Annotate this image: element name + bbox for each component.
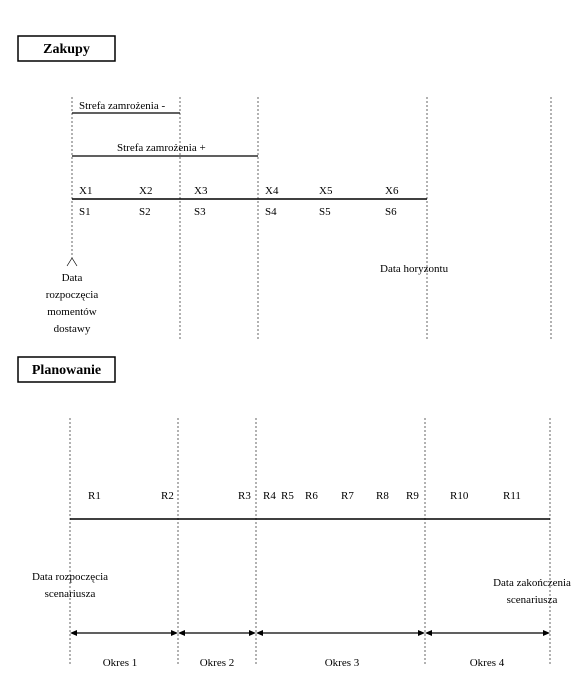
period-arrow	[425, 630, 550, 636]
x-label: X6	[385, 185, 399, 197]
r-label: R10	[450, 490, 469, 502]
planowanie-section	[18, 357, 571, 669]
r-label: R4	[263, 490, 276, 502]
scenario-end-label: Data zakończenia	[493, 577, 571, 589]
arrowhead-icon	[418, 630, 425, 636]
r-label: R2	[161, 490, 174, 502]
arrowhead-icon	[543, 630, 550, 636]
s-label: S1	[79, 206, 91, 218]
x-label: X4	[265, 185, 279, 197]
r-label: R3	[238, 490, 251, 502]
s-label: S5	[319, 206, 331, 218]
r-label: R9	[406, 490, 419, 502]
r-label: R8	[376, 490, 389, 502]
period-arrow	[70, 630, 178, 636]
planowanie-title: Planowanie	[31, 363, 102, 378]
freeze-minus-label: Strefa zamrożenia -	[79, 100, 166, 112]
r-label: R11	[503, 490, 521, 502]
arrowhead-icon	[178, 630, 185, 636]
r-label: R7	[341, 490, 354, 502]
s-label: S4	[265, 206, 277, 218]
x-label: X3	[194, 185, 208, 197]
delivery-start-label: Data	[61, 272, 83, 284]
r-label: R6	[305, 490, 318, 502]
arrowhead-icon	[425, 630, 432, 636]
period-arrow	[256, 630, 425, 636]
arrowhead-icon	[249, 630, 256, 636]
arrowhead-icon	[256, 630, 263, 636]
r-label: R1	[88, 490, 101, 502]
zakupy-title: Zakupy	[43, 42, 90, 57]
scenario-start-label: Data rozpoczęcia	[31, 571, 109, 583]
freeze-plus-label: Strefa zamrożenia +	[117, 142, 206, 154]
period-label: Okres 4	[469, 657, 505, 669]
period-label: Okres 1	[102, 657, 138, 669]
x-label: X5	[319, 185, 333, 197]
r-label: R5	[281, 490, 294, 502]
delivery-start-label: rozpoczęcia	[45, 289, 99, 301]
arrowhead-icon	[171, 630, 178, 636]
x-label: X1	[79, 185, 93, 197]
s-label: S3	[194, 206, 206, 218]
period-label: Okres 3	[324, 657, 360, 669]
x-label: X2	[139, 185, 153, 197]
arrowhead-icon	[70, 630, 77, 636]
s-label: S2	[139, 206, 151, 218]
delivery-start-label: dostawy	[53, 323, 91, 335]
period-arrow	[178, 630, 256, 636]
s-label: S6	[385, 206, 397, 218]
period-label: Okres 2	[199, 657, 235, 669]
scenario-end-label: scenariusza	[506, 594, 558, 606]
horizon-label: Data horyzontu	[380, 263, 449, 275]
scenario-start-label: scenariusza	[44, 588, 96, 600]
delivery-start-label: momentów	[47, 306, 97, 318]
start-arrow-icon	[67, 258, 77, 266]
zakupy-section	[18, 36, 551, 340]
